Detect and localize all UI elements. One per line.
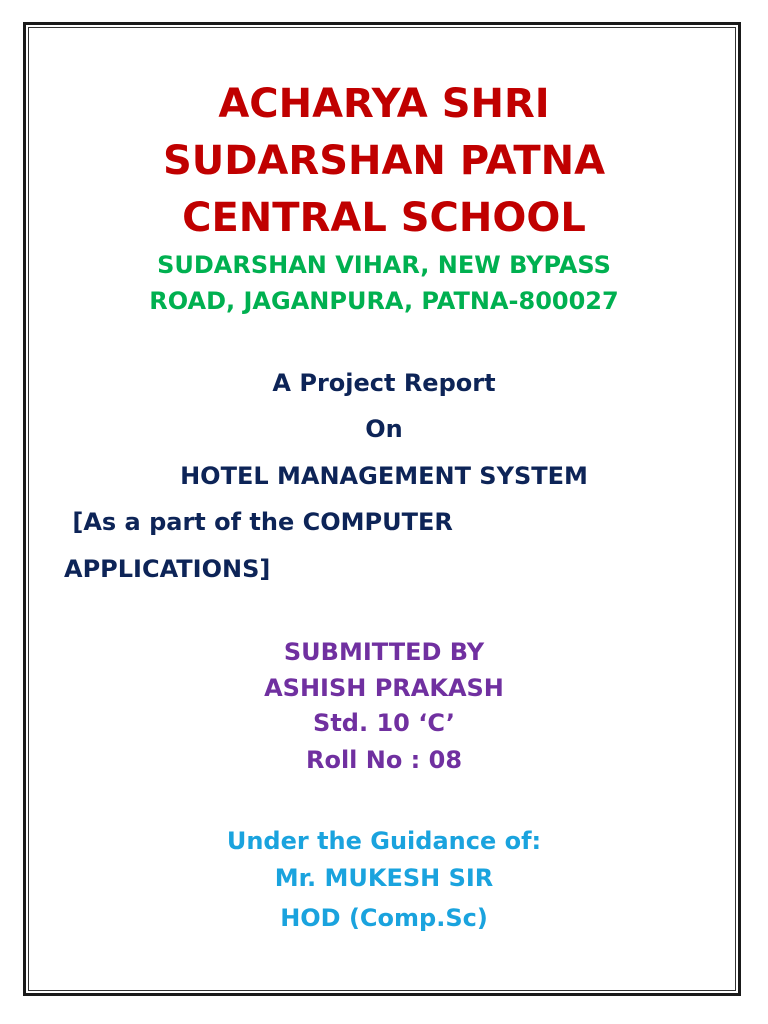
report-topic: HOTEL MANAGEMENT SYSTEM xyxy=(180,462,588,490)
school-name-line-2: SUDARSHAN PATNA xyxy=(162,138,606,184)
submitted-by-label: SUBMITTED BY xyxy=(283,638,485,666)
student-name: ASHISH PRAKASH xyxy=(264,674,504,702)
report-heading: A Project Report xyxy=(272,369,496,397)
guidance-label: Under the Guidance of: xyxy=(226,827,542,855)
address-line-2: ROAD, JAGANPURA, PATNA-800027 xyxy=(149,287,619,315)
school-name-line-3: CENTRAL SCHOOL xyxy=(182,195,586,241)
address-line-1: SUDARSHAN VIHAR, NEW BYPASS xyxy=(157,251,611,279)
report-context-line-2: APPLICATIONS] xyxy=(64,555,271,583)
report-context-line-1: [As a part of the COMPUTER xyxy=(64,508,453,536)
report-connector: On xyxy=(365,415,403,443)
school-name-line-1: ACHARYA SHRI xyxy=(218,81,550,127)
guide-name: Mr. MUKESH SIR xyxy=(274,864,494,892)
student-roll-no: Roll No : 08 xyxy=(305,746,463,774)
guide-designation: HOD (Comp.Sc) xyxy=(280,904,488,932)
student-standard: Std. 10 ‘C’ xyxy=(313,709,455,737)
